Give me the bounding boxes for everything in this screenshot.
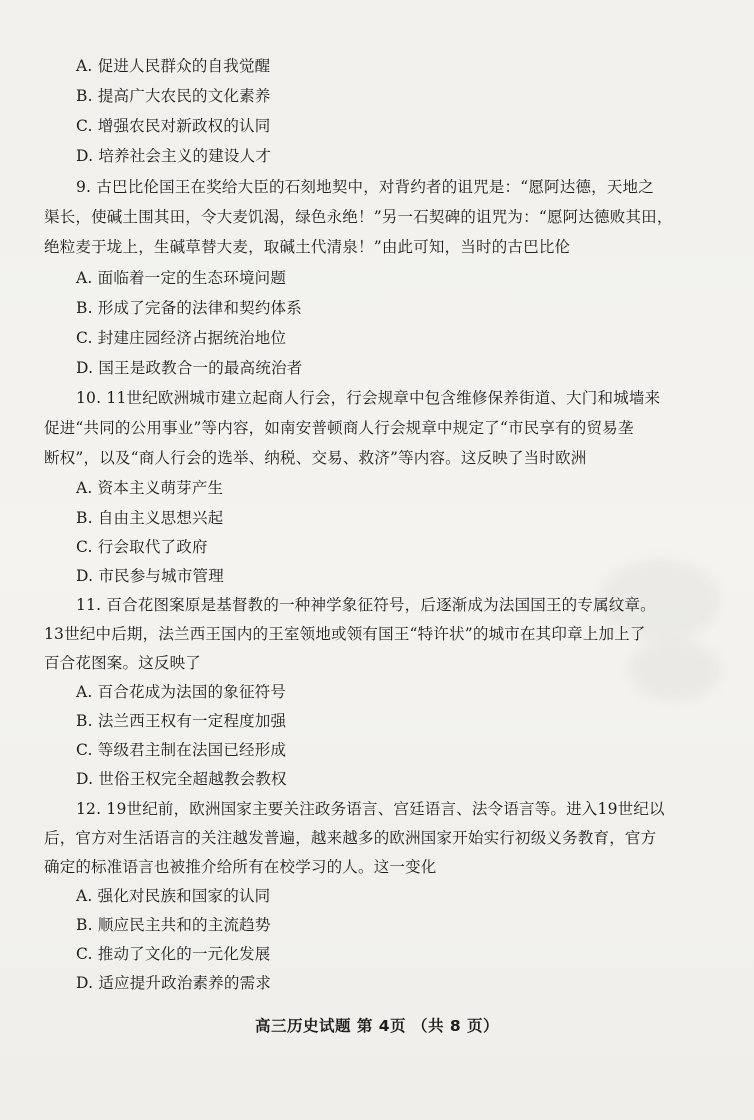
q10-option-b: B. 自由主义思想兴起 [76, 509, 224, 527]
q10-stem-line-1: 10. 11世纪欧洲城市建立起商人行会，行会规章中包含维修保养街道、大门和城墙来 [76, 389, 661, 407]
q12-option-b: B. 顺应民主共和的主流趋势 [76, 916, 271, 934]
q11-option-c: C. 等级君主制在法国已经形成 [76, 741, 287, 759]
q12-stem-line-1: 12. 19世纪前，欧洲国家主要关注政务语言、宫廷语言、法令语言等。进入19世纪以 [76, 800, 665, 818]
q11-stem-line-2: 13世纪中后期，法兰西王国内的王室领地或领有国王“特许状”的城市在其印章上加上了 [44, 625, 646, 643]
q11-option-d: D. 世俗王权完全超越教会教权 [76, 770, 287, 788]
q8-option-a: A. 促进人民群众的自我觉醒 [76, 57, 271, 75]
q12-stem-line-3: 确定的标准语言也被推介给所有在校学习的人。这一变化 [44, 858, 437, 876]
q8-option-c: C. 增强农民对新政权的认同 [76, 117, 271, 135]
q9-stem-line-2: 渠长，使碱土围其田，令大麦饥渴，绿色永绝！”另一石契碑的诅咒为：“愿阿达德败其田， [44, 208, 673, 226]
q11-stem-line-1: 11. 百合花图案原是基督教的一种神学象征符号，后逐渐成为法国国王的专属纹章。 [76, 596, 656, 614]
q8-option-b: B. 提高广大农民的文化素养 [76, 87, 271, 105]
q11-stem-line-3: 百合花图案。这反映了 [44, 654, 202, 672]
q9-option-b: B. 形成了完备的法律和契约体系 [76, 299, 302, 317]
q12-option-a: A. 强化对民族和国家的认同 [76, 887, 271, 905]
q10-stem-line-2: 促进“共同的公用事业”等内容，如南安普顿商人行会规章中规定了“市民享有的贸易垄 [44, 419, 634, 437]
q12-stem-line-2: 后，官方对生活语言的关注越发普遍，越来越多的欧洲国家开始实行初级义务教育，官方 [44, 829, 657, 847]
page-footer: 高三历史试题 第 4页 （共 8 页） [254, 1017, 500, 1035]
q10-option-a: A. 资本主义萌芽产生 [76, 479, 224, 497]
q9-option-a: A. 面临着一定的生态环境问题 [76, 269, 287, 287]
q11-option-b: B. 法兰西王权有一定程度加强 [76, 712, 287, 730]
q9-stem-line-1: 9. 古巴比伦国王在奖给大臣的石刻地契中，对背约者的诅咒是：“愿阿达德，天地之 [76, 178, 654, 196]
q9-stem-line-3: 绝粒麦于垅上，生碱草替大麦，取碱土代清泉！”由此可知，当时的古巴比伦 [44, 238, 571, 256]
q9-option-c: C. 封建庄园经济占据统治地位 [76, 329, 287, 347]
q10-option-c: C. 行会取代了政府 [76, 538, 208, 556]
q8-option-d: D. 培养社会主义的建设人才 [76, 147, 272, 165]
scan-smudge [630, 640, 720, 700]
q9-option-d: D. 国王是政教合一的最高统治者 [76, 359, 303, 377]
q12-option-c: C. 推动了文化的一元化发展 [76, 945, 271, 963]
q10-stem-line-3: 断权”，以及“商人行会的选举、纳税、交易、救济”等内容。这反映了当时欧洲 [44, 449, 587, 467]
q10-option-d: D. 市民参与城市管理 [76, 567, 224, 585]
q11-option-a: A. 百合花成为法国的象征符号 [76, 683, 287, 701]
q12-option-d: D. 适应提升政治素养的需求 [76, 974, 272, 992]
